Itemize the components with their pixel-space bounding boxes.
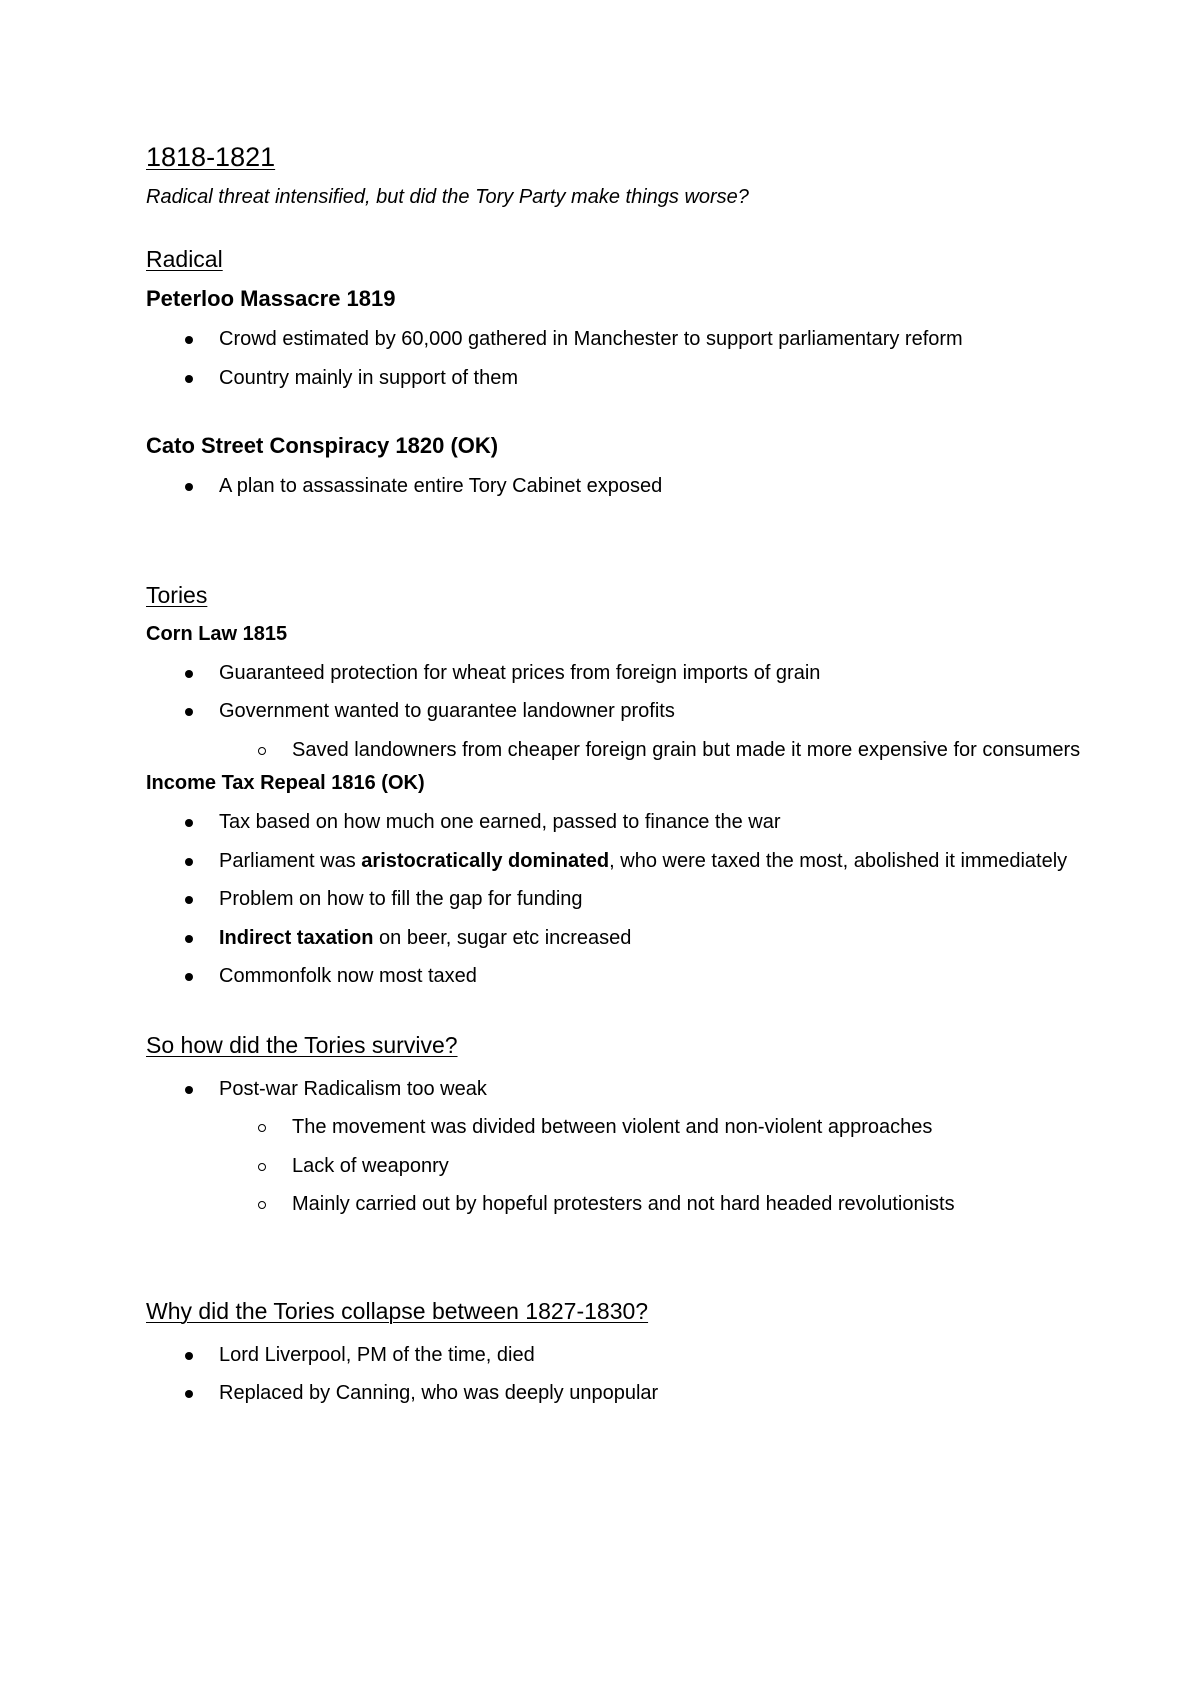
text-run: on beer, sugar etc increased — [373, 926, 632, 949]
list-item-text: Government wanted to guarantee landowner profits — [219, 700, 675, 722]
list-item — [146, 359, 1200, 398]
list-item-text: Saved landowners from cheaper foreign grain but made it more expensive for consumers — [292, 738, 1081, 761]
hollow-bullet-icon — [258, 1163, 266, 1171]
section-heading-radical: Radical — [146, 246, 223, 272]
bullet-icon — [185, 819, 193, 827]
list-subitem — [146, 731, 1146, 770]
list-item — [146, 692, 1200, 769]
list-item-text: Country mainly in support of them — [219, 366, 519, 389]
spacer — [146, 996, 1200, 1030]
list-item — [146, 320, 1200, 359]
cato-list — [146, 467, 1200, 506]
bullet-icon — [185, 973, 193, 981]
section-heading-collapse: Why did the Tories collapse between 1827-1830? — [146, 1297, 649, 1324]
bullet-icon — [185, 1086, 193, 1094]
list-item-text: A plan to assassinate entire Tory Cabinet exposed — [219, 475, 663, 497]
bullet-icon — [185, 935, 193, 943]
list-item-text: Mainly carried out by hopeful protesters and not hard headed revolutionists — [292, 1193, 955, 1215]
text-run: , who were taxed the most, abolished it immediately — [609, 849, 1068, 872]
list-item — [146, 919, 1106, 958]
bullet-icon — [185, 336, 193, 344]
heading-income-tax: Income Tax Repeal 1816 (OK) — [146, 772, 425, 794]
list-item — [146, 842, 1106, 881]
list-item-text: The movement was divided between violent and non-violent approaches — [292, 1116, 933, 1138]
bullet-icon — [185, 896, 193, 904]
collapse-list — [146, 1336, 1200, 1413]
bullet-icon — [185, 1390, 193, 1398]
bullet-icon — [185, 1352, 193, 1360]
list-item — [146, 467, 1200, 506]
corn-law-list — [146, 654, 1200, 770]
spacer — [146, 1224, 1200, 1296]
list-subitem — [146, 1147, 1146, 1186]
heading-cato-street: Cato Street Conspiracy 1820 (OK) — [146, 433, 499, 458]
list-item-text: Lord Liverpool, PM of the time, died — [219, 1343, 535, 1366]
list-subitem — [146, 1185, 1146, 1224]
list-item-text: Post-war Radicalism too weak — [219, 1077, 487, 1100]
bullet-icon — [185, 670, 193, 678]
heading-corn-law: Corn Law 1815 — [146, 622, 288, 645]
income-tax-list — [146, 803, 1106, 996]
bullet-icon — [185, 483, 193, 491]
heading-peterloo: Peterloo Massacre 1819 — [146, 286, 396, 311]
list-item-text — [219, 927, 631, 949]
survive-list — [146, 1070, 1200, 1224]
list-item — [146, 1336, 1200, 1375]
list-item — [146, 803, 1106, 842]
spacer — [146, 506, 1200, 580]
corn-law-sublist — [146, 731, 1146, 770]
bullet-icon — [185, 708, 193, 716]
list-subitem — [146, 1108, 1146, 1147]
bold-text: aristocratically dominated — [361, 849, 610, 872]
page-subtitle: Radical threat intensified, but did the Tory Party make things worse? — [146, 186, 749, 208]
bold-text: Indirect taxation — [219, 926, 374, 949]
peterloo-list — [146, 320, 1200, 397]
list-item-text: Guaranteed protection for wheat prices from foreign imports of grain — [219, 661, 821, 684]
bullet-icon — [185, 375, 193, 383]
bullet-icon — [185, 858, 193, 866]
page-title: 1818-1821 — [146, 142, 276, 172]
list-item — [146, 880, 1106, 919]
list-item — [146, 957, 1106, 996]
list-item-text: Crowd estimated by 60,000 gathered in Manchester to support parliamentary reform — [219, 328, 963, 350]
hollow-bullet-icon — [258, 1124, 266, 1132]
hollow-bullet-icon — [258, 1201, 266, 1209]
list-item-text: Tax based on how much one earned, passed to finance the war — [219, 811, 781, 833]
list-item-text: Commonfolk now most taxed — [219, 965, 477, 987]
list-item — [146, 1374, 1200, 1413]
hollow-bullet-icon — [258, 747, 266, 755]
list-item-text: Problem on how to fill the gap for funding — [219, 888, 583, 910]
list-item-text: Replaced by Canning, who was deeply unpopular — [219, 1382, 659, 1404]
spacer — [146, 397, 1200, 431]
section-heading-tories: Tories — [146, 581, 208, 608]
list-item-text — [219, 850, 1067, 872]
list-item — [146, 654, 1200, 693]
section-heading-survive: So how did the Tories survive? — [146, 1031, 458, 1058]
text-run: Parliament was — [219, 849, 362, 872]
list-item — [146, 1070, 1200, 1224]
list-item-text: Lack of weaponry — [292, 1154, 449, 1177]
survive-sublist — [146, 1108, 1146, 1224]
